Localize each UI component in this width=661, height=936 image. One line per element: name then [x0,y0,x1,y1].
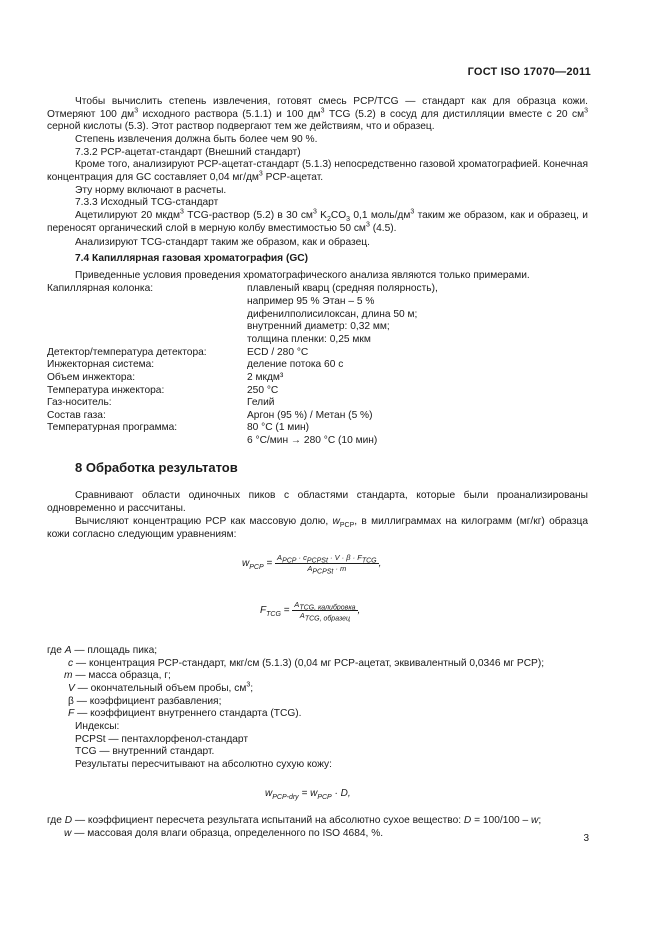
document-header: ГОСТ ISO 17070—2011 [467,66,591,78]
def-w: w — массовая доля влаги образца, определенного по ISO 4684, %. [64,828,384,839]
def-v: V — окончательный объем пробы, $см^3$; [68,681,254,694]
document-page: ГОСТ ISO 17070—2011 Чтобы вычислить степень извлечения, готовят смесь PCP/TCG — стандарт как для образца кожи. Отмеряют 100 $дм^3$ исходного раствора (5.1.1) и 100 $дм^3$ TCG (5.2) в сосуд для дистилляции вместе с 20 $см^3$ серной кислоты (5.3). Этот раствор подвергают тем же действиям, что и образец. Степень извлечения должна быть более чем 90 %. 7.3.2 PCP-ацетат-стандарт (Внешний стандарт) Кроме того, анализируют PCP-ацетат-стандарт (5.1.3) непосредственно газовой хроматографией. Конечная концентрация для GC составляет 0,04 $мг/дм^3$ PCP-ацетат. Эту норму включают в расчеты. 7.3.3 Исходный TCG-стандарт Ацетилируют 20 мкдм$^3$ TCG-раствор (5.2) в 30 $см^3$ $K_2CO_3$ 0,1 моль/$дм^3$ таким же образом, как и образец, и переносят органический слой в мерную колбу вместимостью 50 $см^3$ (4.5). Анализируют TCG-стандарт таким же образом, как и образец. 7.4 Капиллярная газовая хроматография (GC) Приведенные условия проведения хроматографического анализа являются только примерами. Капиллярная колонка: плавленый кварц (средняя полярность), например 95 % Этан – 5 % дифенилполисилоксан, длина 50 м; внутренний диаметр: 0,32 мм; толщина пленки: 0,25 мкм Детектор/температура детектора: ECD / 280 °C Инжекторная система: деление потока 60 с Объем инжектора: 2 мкдм³ Температура инжектора: 250 °C Газ-носитель: Гелий Состав газа: Аргон (95 %) / Метан (5 %) Температурная программа: 80 °C (1 мин) 6 °C/мин → 280 °C (10 мин) 8 Обработка результатов Сравнивают области одиночных пиков с областями стандарта, которые были проанализированы одновременно и рассчитаны. Вычисляют концентрацию PCP как массовую долю, $w_{PCP}$, в миллиграммах на килограмм (мг/кг) образца кожи согласно следующим уравнениям: $w_{PCP}$ = $\frac{A_{PCP} \cdot c_{PCPSt} \cdot V \cdot \beta \cdot F_{TCG}}{A_{PCPSt} \cdot m}$ , $F_{TCG}$ = $\frac{A_{TCG, калибровка}}{A_{TCG, образец}}$ , где A — площадь пика; c — концентрация PCP-стандарт, мкг/см (5.1.3) (0,04 мг PCP-ацетат, эквивалентный 0,0346 мг PCP); m — масса образца, г; V — окончательный объем пробы, $см^3$; β — коэффициент разбавления; F — коэффициент внутреннего стандарта (TCG). Индексы: PCPSt — пентахлорфенол-стандарт TCG — внутренний стандарт. Результаты пересчитывают на абсолютно сухую кожу: $w_{PCP-dry} = w_{PCP} \cdot D$, где D — коэффициент пересчета результата испытаний на абсолютно сухое вещество: D = 100/100 – w; w — массовая доля влаги образца, определенного по ISO 4684, %. 3 [0,0,661,936]
paragraph-recovery-degree: Степень извлечения должна быть более чем 90 %. [75,134,318,145]
paragraph-compare: Сравнивают области одиночных пиков с областями стандарта, которые были проанализированы одновременно и рассчитаны. [47,490,588,514]
section-7-4-heading: 7.4 Капиллярная газовая хроматография (GC) [75,253,309,264]
section-7-3-2: 7.3.2 PCP-ацетат-стандарт (Внешний стандарт) [75,147,301,158]
paragraph-pcp-acetate: Кроме того, анализируют PCP-ацетат-стандарт (5.1.3) непосредственно газовой хроматографией. Конечная концентрация для GC составляет 0,04 $мг/дм^3$ PCP-ацетат. [47,159,588,183]
def-a: где A — площадь пика; [47,645,158,656]
def-d: где D — коэффициент пересчета результата испытаний на абсолютно сухое вещество: D = 100/100 – w; [47,815,542,826]
paragraph-recovery: Чтобы вычислить степень извлечения, готовят смесь PCP/TCG — стандарт как для образца кожи. Отмеряют 100 $дм^3$ исходного раствора (5.1.1) и 100 $дм^3$ TCG (5.2) в сосуд для дистилляции вместе с 20 $см^3$ серной кислоты (5.3). Этот раствор подвергают тем же действиям, что и образец. [47,96,588,133]
def-c: c — концентрация PCP-стандарт, мкг/см (5.1.3) (0,04 мг PCP-ацетат, эквивалентный 0,0346 мг PCP); [68,658,545,669]
indices-label: Индексы: [75,721,120,732]
paragraph-norm: Эту норму включают в расчеты. [75,185,227,196]
def-beta: β — коэффициент разбавления; [68,696,222,707]
section-7-3-3: 7.3.3 Исходный TCG-стандарт [75,197,219,208]
paragraph-acetylate: Ацетилируют 20 мкдм$^3$ TCG-раствор (5.2) в 30 $см^3$ $K_2CO_3$ 0,1 моль/$дм^3$ таким же образом, как и образец, и переносят органический слой в мерную колбу вместимостью 50 $см^3$ (4.5). [47,208,588,234]
paragraph-conditions: Приведенные условия проведения хроматографического анализа являются только примерами. [75,270,530,281]
section-8-heading: 8 Обработка результатов [75,460,238,475]
def-pcpst: PCPSt — пентахлорфенол-стандарт [75,734,249,745]
paragraph-dry: Результаты пересчитывают на абсолютно сухую кожу: [75,759,332,770]
formula-dry: $w_{PCP-dry} = w_{PCP} \cdot D$, [265,788,351,801]
formula-ftcg: $F_{TCG}$ = $\frac{A_{TCG, калибровка}}{A_{TCG, образец}}$ , [260,600,361,623]
page-number: 3 [583,833,589,845]
paragraph-analyze-tcg: Анализируют TCG-стандарт таким же образом, как и образец. [75,237,370,248]
def-tcg: TCG — внутренний стандарт. [75,746,215,757]
paragraph-calc: Вычисляют концентрацию PCP как массовую долю, $w_{PCP}$, в миллиграммах на килограмм (мг/кг) образца кожи согласно следующим уравнениям: [47,516,588,540]
formula-wpcp: $w_{PCP}$ = $\frac{A_{PCP} \cdot c_{PCPSt} \cdot V \cdot \beta \cdot F_{TCG}}{A_{PCPSt} \cdot m}$ , [242,553,382,576]
def-m: m — масса образца, г; [64,670,171,681]
def-f: F — коэффициент внутреннего стандарта (TCG). [68,708,302,719]
